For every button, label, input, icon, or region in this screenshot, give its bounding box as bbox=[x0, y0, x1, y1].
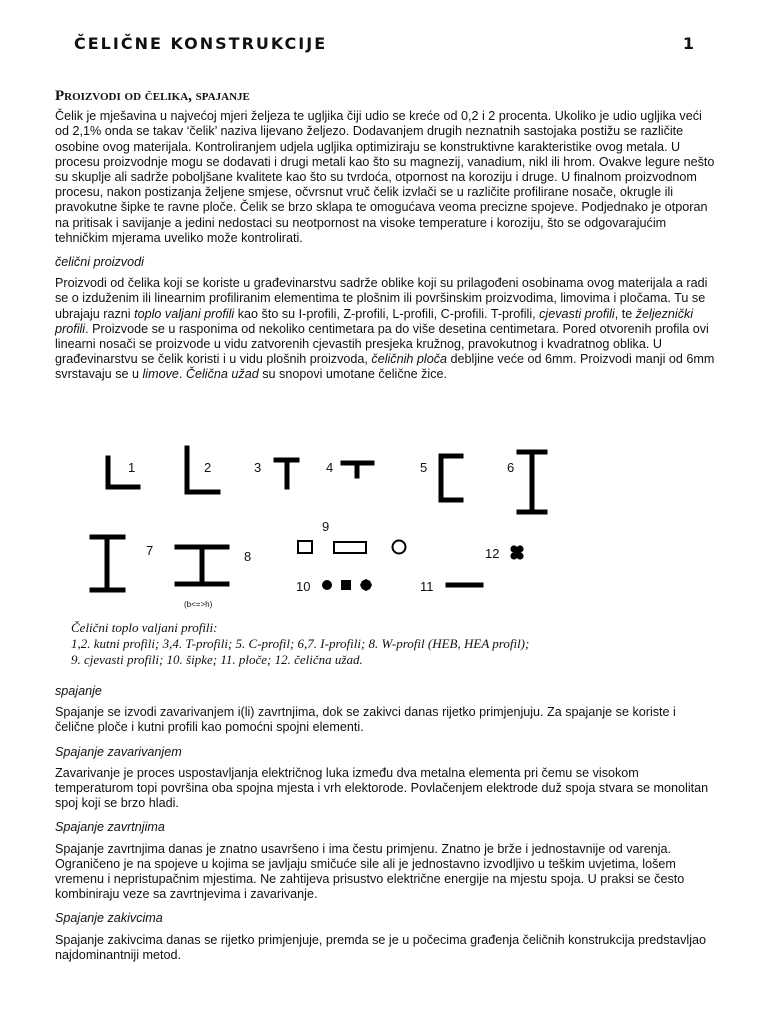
figure-caption bbox=[71, 620, 531, 668]
riveting-paragraph: Spajanje zakivcima danas se rijetko primjenjuje, premda se je u počecima građenja čeličnih konstrukcija predstavljao najdominantniji metod. bbox=[55, 932, 707, 962]
text-run: . Proizvode se u rasponima od nekoliko centimetara pa do više desetina centimetara. Pored otvorenih profila ovi linearni nosači se proizvode u vidu zatvorenih cjevastih presjeka kružnog, pravokutnog i kvadratnog oblika. U građevinarstvu se čelik koristi i u vidu plošnih proizvoda, bbox=[55, 321, 709, 367]
intro-paragraph: Čelik je mješavina u najvećoj mjeri željeza te ugljika čiji udio se kreće od 0,2 i 2 procenta. Ukoliko je udio ugljika veći od 2,1% onda se takav ‘čelik’ naziva lijevano željezo. Dodavanjem drugih neznatnih sastojaka postižu se različite osobine ovog materijala. Kontroliranjem udjela ugljika optimiziraju se konstruktivne karakteristike ovog metala. U procesu proizvodnje mogu se dodavati i drugi metali kao što su magnezij, vanadium, nikl ili hrom. Ovakve legure nešto su skuplje ali sadrže poboljšane kvalitete kao što su tvrdoća, otpornost na koroziju i druge. U finalnom proizvodnom procesu, nakon postizanja željene smjese, očvrsnut vruč čelik izvlači se u različite profilirane nosače, okrugle ili pravokutne šipke te ravne ploče. Čelik se brzo sklapa te omogućava veoma precizne spojeve. Podjednako je otporan na pritisak i savijanje a jedini nedostaci su neotpornost na visoke temperature i koroziju, što se odgovarajućim tehničkim mjerama uveliko može kontrolirati. bbox=[55, 109, 715, 245]
fig-label-1: 1 bbox=[128, 460, 136, 475]
fig-label-5: 5 bbox=[420, 460, 428, 475]
text-run-italic: čeličnih ploča bbox=[371, 352, 448, 367]
fig-label-8: 8 bbox=[244, 549, 252, 564]
welding-paragraph: Zavarivanje je proces uspostavljanja električnog luka između dva metalna elementa pri čemu se visokom temperaturom topi površina oba spojna mjesta i vrh elektorode. Povlačenjem elektrode duž spoja stvara se monolitan spoj koji se brzo hladi. bbox=[55, 765, 709, 811]
text-run-italic: Čelična užad bbox=[185, 367, 259, 382]
fig-label-4: 4 bbox=[326, 460, 334, 475]
fig-label-6: 6 bbox=[507, 460, 515, 475]
text-run-italic: limove bbox=[142, 367, 179, 382]
t-profile-4 bbox=[343, 463, 372, 476]
text-run-italic: toplo valjani profili bbox=[134, 306, 235, 321]
t-profile-3 bbox=[276, 460, 297, 487]
square-bar bbox=[341, 580, 351, 590]
subheading-bolting: Spajanje zavrtnjima bbox=[55, 820, 165, 835]
rect-tube bbox=[334, 542, 366, 553]
text-run: . bbox=[178, 367, 186, 382]
fig-label-2: 2 bbox=[204, 460, 212, 475]
subheading-welding: Spajanje zavarivanjem bbox=[55, 744, 182, 759]
w-profile-8 bbox=[177, 547, 227, 584]
square-tube bbox=[298, 541, 312, 553]
text-run-italic: željeznički profili bbox=[55, 306, 694, 336]
page-number: 1 bbox=[682, 34, 694, 53]
steel-rope-12 bbox=[510, 545, 523, 559]
caption-title: Čelični toplo valjani profili: bbox=[71, 620, 218, 635]
fig-label-7: 7 bbox=[146, 543, 154, 558]
i-profile-6 bbox=[519, 452, 545, 512]
round-tube bbox=[393, 541, 406, 554]
text-run-italic: cjevasti profili bbox=[539, 306, 615, 321]
fig-note: (b<=>h) bbox=[184, 600, 213, 609]
text-run: kao što su I-profili, Z-profili, L-profili, C-profili. T-profili, bbox=[234, 306, 540, 321]
angle-profile-2 bbox=[187, 448, 218, 492]
header-title: ČELIČNE KONSTRUKCIJE bbox=[74, 34, 328, 53]
text-run: , te bbox=[614, 306, 636, 321]
subheading-products: čelični proizvodi bbox=[55, 255, 144, 270]
caption-body: 1,2. kutni profili; 3,4. T-profili; 5. C-profil; 6,7. I-profili; 8. W-profil (HEB, HEA profil); 9. cjevasti profili; 10. šipke; 11. ploče; 12. čelična užad. bbox=[71, 636, 530, 667]
subheading-riveting: Spajanje zakivcima bbox=[55, 911, 163, 926]
fig-label-3: 3 bbox=[254, 460, 262, 475]
fig-label-9: 9 bbox=[322, 519, 330, 534]
joining-paragraph: Spajanje se izvodi zavarivanjem i(li) zavrtnjima, dok se zakivci danas rijetko primjenjuju. Za spajanje se koriste i čelične ploče i kutni profili kao pomoćni spojni elementi. bbox=[55, 705, 676, 735]
joining-content bbox=[55, 684, 715, 972]
text-run: su snopovi umotane čelične žice. bbox=[258, 367, 448, 382]
text-run: debljine veće od 6mm. Proizvodi manji od 6mm svrstavaju se u bbox=[55, 352, 715, 382]
fig-label-12: 12 bbox=[485, 546, 500, 561]
round-bar bbox=[322, 580, 332, 590]
c-profile-5 bbox=[441, 456, 461, 500]
text-run: Proizvodi od čelika koji se koriste u građevinarstvu sadrže oblike koji su prilagođeni osobinama ovog materijala a radi se o izduženim ili linearnim profiliranim elementima te plošnim ili površinskim proizvodima, limovima i pločama. Tu se ubrajaju razni bbox=[55, 276, 708, 321]
i-profile-7 bbox=[92, 537, 123, 590]
hex-bar bbox=[360, 579, 372, 591]
fig-label-10: 10 bbox=[296, 579, 311, 594]
subheading-joining: spajanje bbox=[55, 684, 102, 698]
section-heading: Proizvodi od čelika, spajanje bbox=[55, 88, 250, 104]
fig-label-11: 11 bbox=[420, 579, 434, 594]
bolting-paragraph: Spajanje zavrtnjima danas je znatno usavršeno i ima čestu primjenu. Znatno je brže i jednostavnije od varenja. Ograničeno je na spojeve u kojima se javljaju smičuće sile ali je jednostavno izvodljivo u teškim uvjetima, lošem vremenu i nepristupačnim mjestima. Ne zahtijeva prisustvo električne energije na mjestu spoja. U praksi se često kombiniraju veze sa zavrtnjevima i zavarivanje. bbox=[55, 841, 685, 902]
